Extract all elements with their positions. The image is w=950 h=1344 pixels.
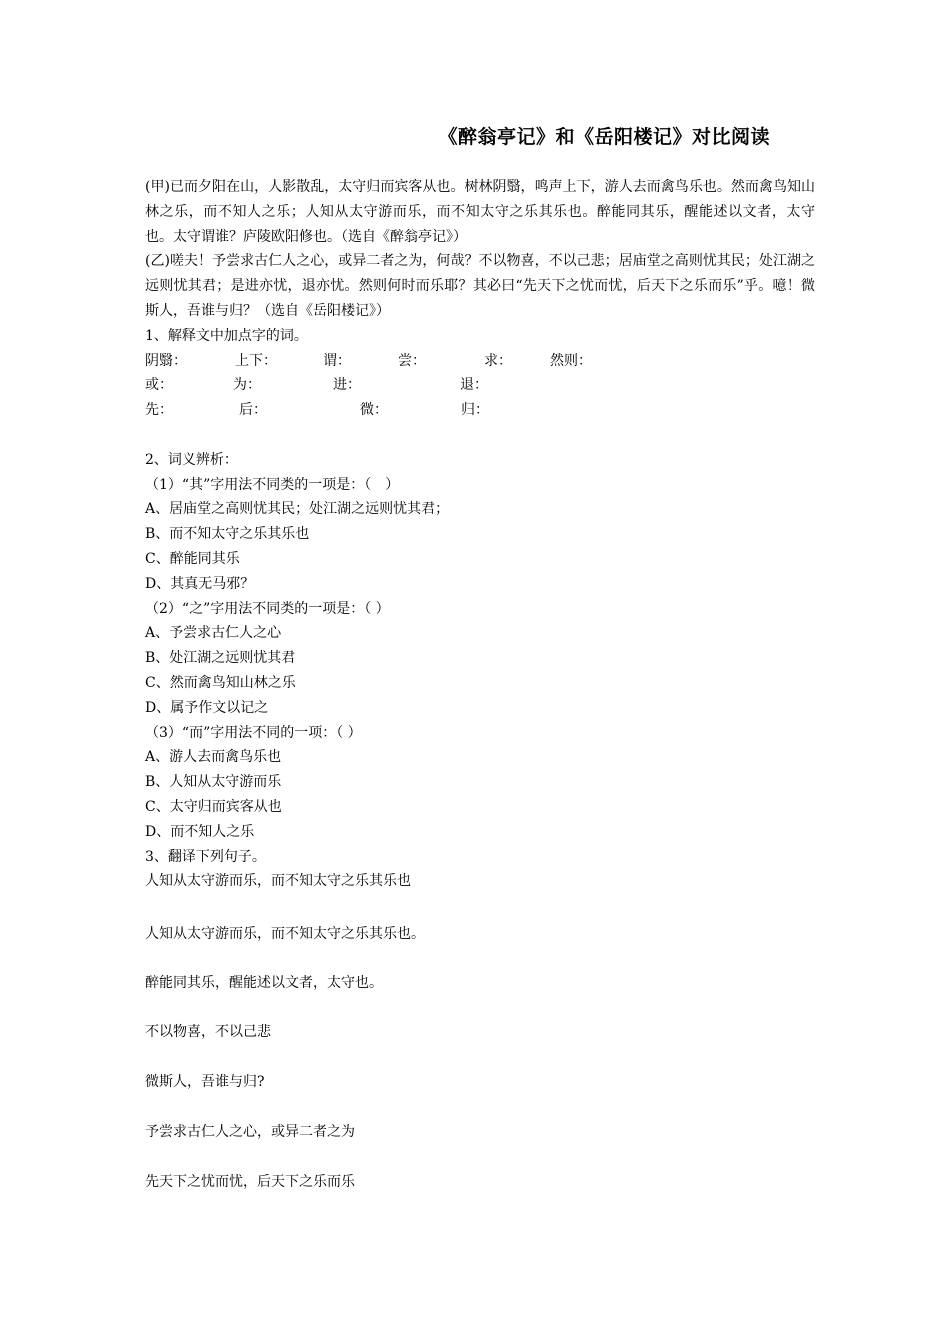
question-3-heading: 3、翻译下列句子。 <box>145 848 266 865</box>
blank-line <box>145 423 815 448</box>
term-label: 上下： <box>235 352 277 369</box>
term-label: 先： <box>145 402 173 419</box>
term-label: 为： <box>233 377 261 394</box>
term-label: 阴翳： <box>145 352 187 369</box>
option-a: A、游人去而禽鸟乐也 <box>145 749 282 766</box>
translation-sentence: 微斯人，吾谁与归? <box>145 1074 265 1090</box>
question-1-heading: 1、解释文中加点字的词。 <box>145 327 308 344</box>
translation-sentence: 醉能同其乐，醒能述以文者，太守也。 <box>145 975 383 991</box>
option-d: D、而不知人之乐 <box>145 823 255 840</box>
translation-sentence: 予尝求古仁人之心，或异二者之为 <box>145 1124 355 1140</box>
term-label: 尝： <box>398 352 426 369</box>
term-label: 然则： <box>550 352 592 369</box>
option-a: A、予尝求古仁人之心 <box>145 625 282 642</box>
option-a: A、居庙堂之高则忧其民；处江湖之远则忧其君； <box>145 501 450 518</box>
title-text: 《醉翁亭记》和《岳阳楼记》对比阅读 <box>438 126 770 148</box>
term-label: 进： <box>333 377 361 394</box>
term-label: 求： <box>484 352 512 369</box>
term-label: 退： <box>460 377 488 394</box>
option-c: C、醉能同其乐 <box>145 550 240 567</box>
question-2-3-prompt: （3）“而”字用法不同的一项：（ ） <box>145 724 362 741</box>
translation-sentence-first: 人知从太守游而乐，而不知太守之乐其乐也 <box>145 873 411 890</box>
option-d: D、其真无马邪？ <box>145 575 255 592</box>
question-1-terms-row-1 <box>145 349 815 374</box>
term-label: 后： <box>239 402 267 419</box>
translation-sentence: 先天下之忧而忧，后天下之乐而乐 <box>145 1174 355 1190</box>
term-label: 微： <box>360 402 388 419</box>
question-1-terms-row-2 <box>145 373 815 398</box>
option-c: C、太守归而宾客从也 <box>145 798 282 815</box>
term-label: 或： <box>145 377 173 394</box>
document-title <box>0 124 770 150</box>
passage-b: (乙)嗟夫！予尝求古仁人之心，或异二者之为，何哉？不以物喜，不以己悲；居庙堂之高则忧其民；处江湖之远则忧其君；是进亦忧，退亦忧。然则何时而乐耶？其必曰“先天下之忧而忧，后天下之乐而乐”乎。噫！微斯人，吾谁与归？（选自《岳阳楼记》） <box>145 253 815 319</box>
translation-sentence: 人知从太守游而乐，而不知太守之乐其乐也。 <box>145 926 425 942</box>
option-b: B、处江湖之远则忧其君 <box>145 650 296 667</box>
question-2-heading: 2、词义辨析： <box>145 451 238 468</box>
question-2-1-prompt: （1）“其”字用法不同类的一项是：（ ） <box>145 476 400 493</box>
option-b: B、人知从太守游而乐 <box>145 774 282 791</box>
document-body <box>145 175 815 894</box>
term-label: 谓： <box>323 352 351 369</box>
option-d: D、属予作文以记之 <box>145 699 269 716</box>
option-b: B、而不知太守之乐其乐也 <box>145 526 310 543</box>
option-c: C、然而禽鸟知山林之乐 <box>145 674 296 691</box>
term-label: 归： <box>461 402 489 419</box>
question-1-terms-row-3 <box>145 398 815 423</box>
translation-sentence: 不以物喜，不以己悲 <box>145 1024 271 1040</box>
passage-a: (甲)已而夕阳在山，人影散乱，太守归而宾客从也。树林阴翳，鸣声上下，游人去而禽鸟乐也。然而禽鸟知山林之乐，而不知人之乐；人知从太守游而乐，而不知太守之乐其乐也。醉能同其乐，醒能述以文者，太守也。太守谓谁？庐陵欧阳修也。（选自《醉翁亭记》） <box>145 179 815 245</box>
question-2-2-prompt: （2）“之”字用法不同类的一项是：（ ） <box>145 600 390 617</box>
